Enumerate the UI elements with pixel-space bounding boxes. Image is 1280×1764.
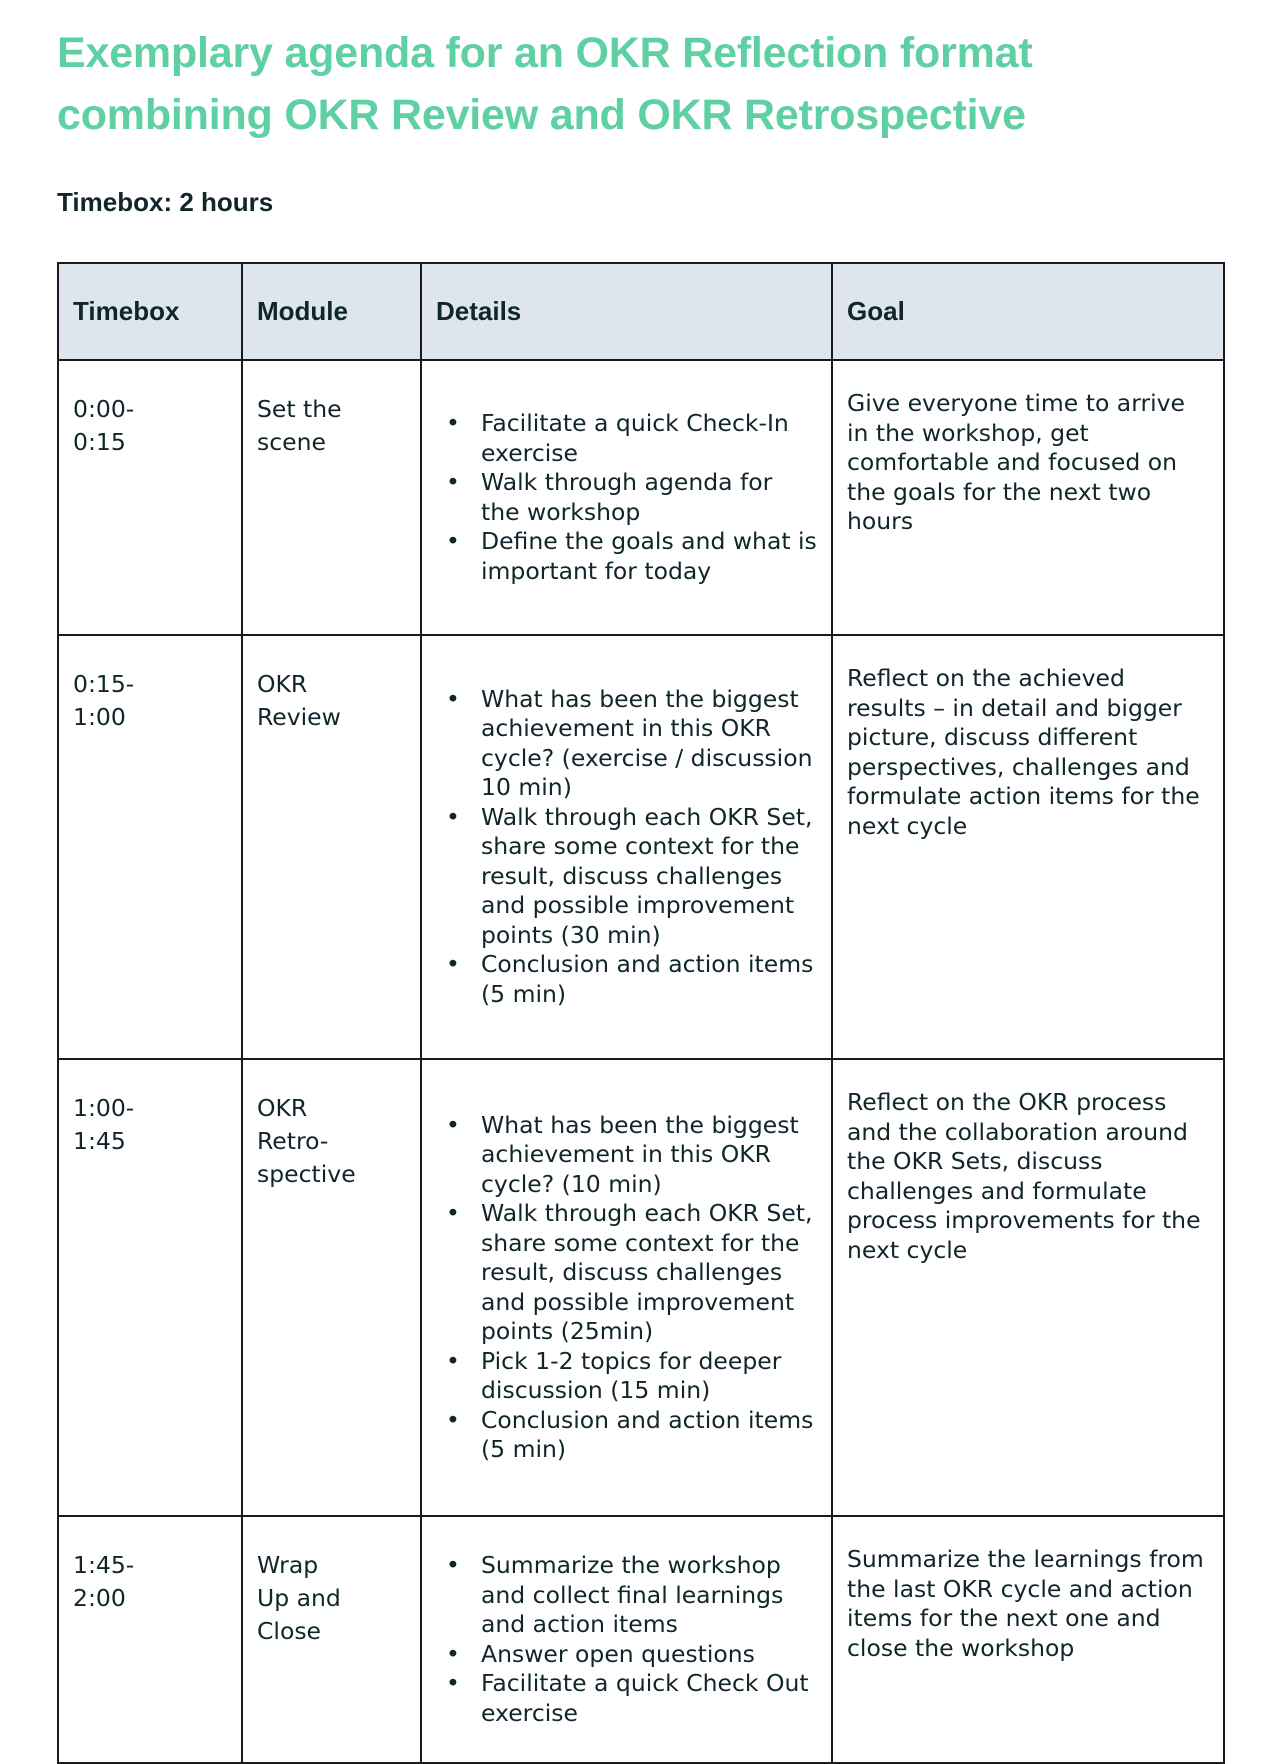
detail-text: Define the goals and what is important for today [481,527,817,585]
detail-text: Walk through each OKR Set, share some context for the result, discuss challenges and possible improvement points (25min) [481,1199,813,1345]
details-cell [421,1059,832,1516]
header-goal: Goal [832,263,1224,360]
list-item [446,802,817,951]
bullet-icon: • [446,684,460,713]
detail-text: Pick 1-2 topics for deeper discussion (15 min) [481,1346,782,1404]
details-list [436,409,817,586]
detail-text: Conclusion and action items (5 min) [481,1405,814,1463]
list-item [446,1110,817,1200]
goal-text: Reflect on the OKR process and the collaboration around the OKR Sets, discuss challenges and formulate process improvements for the next cycle [847,1088,1201,1264]
table-row [58,360,1224,635]
bullet-icon: • [446,802,460,831]
goal-cell [832,635,1224,1059]
table-row [58,635,1224,1059]
bullet-icon: • [446,1110,460,1139]
timebox-end: 1:45 [73,1127,126,1155]
list-item [446,468,817,527]
bullet-icon: • [446,527,460,555]
bullet-icon: • [446,1669,460,1697]
module-line: Review [257,703,341,731]
module-line: Set the [257,395,342,423]
module-line: spective [257,1160,356,1188]
header-timebox: Timebox [58,263,242,360]
document-title: Exemplary agenda for an OKR Reflection format combining OKR Review and OKR Retrospective [57,29,1033,139]
timebox-cell [58,635,242,1059]
details-cell [421,1516,832,1763]
detail-text: Walk through each OKR Set, share some context for the result, discuss challenges and possible improvement points (30 min) [481,802,813,949]
list-item [446,1405,817,1465]
detail-text: What has been the biggest achievement in this OKR cycle? (10 min) [481,1110,799,1198]
list-item [446,1346,817,1406]
bullet-icon: • [446,1639,460,1668]
list-item [446,1669,817,1728]
details-cell [421,360,832,635]
timebox-cell [58,360,242,635]
goal-cell [832,360,1224,635]
bullet-icon: • [446,468,460,496]
timebox-start: 1:45- [73,1551,135,1579]
list-item [446,1199,817,1347]
module-cell [242,1516,421,1763]
list-item [446,527,817,586]
detail-text: Summarize the workshop and collect final learnings and action items [481,1551,784,1638]
details-list [436,685,817,1010]
list-item [446,1551,817,1640]
module-cell [242,360,421,635]
timebox-end: 2:00 [73,1584,126,1612]
detail-text: What has been the biggest achievement in this OKR cycle? (exercise / discussion 10 min) [481,684,813,802]
detail-text: Answer open questions [481,1639,755,1668]
bullet-icon: • [446,1405,460,1434]
bullet-icon: • [446,1346,460,1375]
module-line: Up and [257,1584,341,1612]
module-cell [242,1059,421,1516]
goal-cell [832,1059,1224,1516]
module-line: scene [257,428,326,456]
module-line: Close [257,1617,322,1645]
goal-text: Reflect on the achieved results – in detail and bigger picture, discuss different perspectives, challenges and formulate action items for the next cycle [847,664,1200,840]
detail-text: Walk through agenda for the workshop [481,468,773,526]
goal-text: Give everyone time to arrive in the workshop, get comfortable and focused on the goals for the next two hours [847,389,1185,535]
detail-text: Facilitate a quick Check Out exercise [481,1669,809,1727]
bullet-icon: • [446,409,460,437]
goal-text: Summarize the learnings from the last OKR cycle and action items for the next one and close the workshop [847,1545,1204,1662]
module-line: OKR [257,1094,308,1122]
timebox-start: 1:00- [73,1094,135,1122]
timebox-end: 0:15 [73,428,126,456]
details-list [436,1111,817,1465]
table-header-row [58,263,1224,360]
timebox-total: Timebox: 2 hours [57,187,274,217]
details-list [436,1551,817,1728]
detail-text: Facilitate a quick Check-In exercise [481,409,789,467]
header-details: Details [421,263,832,360]
timebox-cell [58,1516,242,1763]
module-cell [242,635,421,1059]
list-item [446,684,817,803]
header-module: Module [242,263,421,360]
timebox-cell [58,1059,242,1516]
list-item [446,409,817,468]
table-row [58,1059,1224,1516]
timebox-end: 1:00 [73,703,126,731]
bullet-icon: • [446,950,460,979]
module-line: OKR [257,670,308,698]
module-line: Wrap [257,1551,319,1579]
bullet-icon: • [446,1199,460,1227]
agenda-table [57,262,1225,1764]
list-item [446,950,817,1009]
bullet-icon: • [446,1551,460,1579]
table-row [58,1516,1224,1763]
goal-cell [832,1516,1224,1763]
details-cell [421,635,832,1059]
detail-text: Conclusion and action items (5 min) [481,950,814,1008]
list-item [446,1639,817,1670]
module-line: Retro- [257,1127,329,1155]
timebox-start: 0:00- [73,395,135,423]
timebox-start: 0:15- [73,670,135,698]
